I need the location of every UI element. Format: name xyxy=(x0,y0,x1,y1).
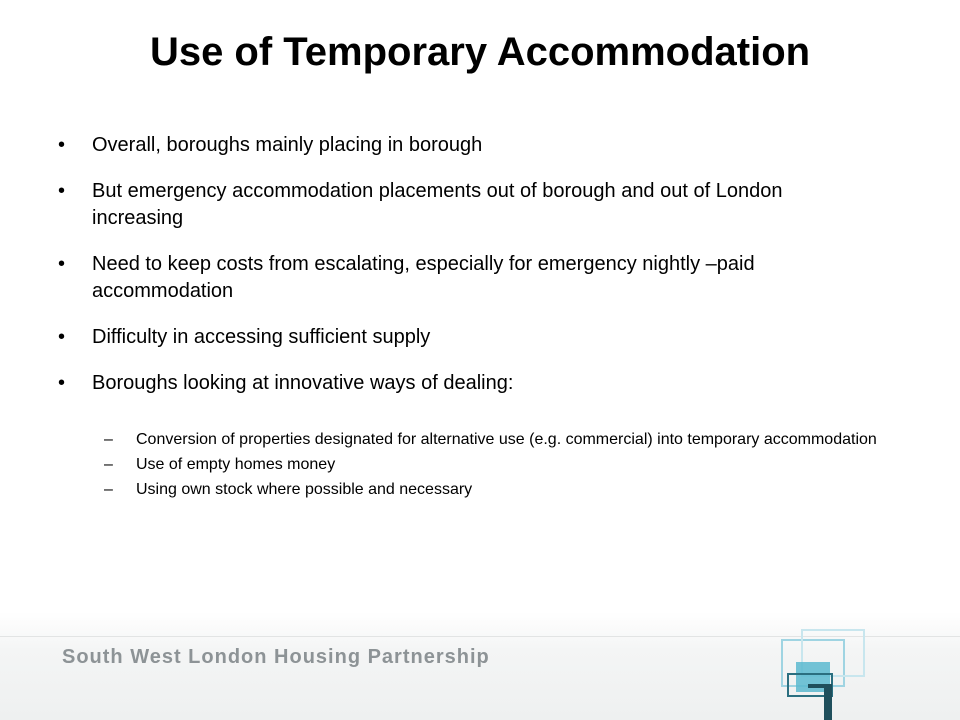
logo-dark-cap xyxy=(808,684,832,688)
sub-bullet-text: Using own stock where possible and necessary xyxy=(136,481,473,498)
sub-bullet-marker: – xyxy=(104,481,113,498)
bullet-marker: • xyxy=(58,326,66,348)
bullet-item xyxy=(58,324,878,351)
sub-bullet-item xyxy=(104,455,894,474)
sub-bullet-text: Conversion of properties designated for alternative use (e.g. commercial) into temporary accommodation xyxy=(136,431,877,448)
sub-bullet-marker: – xyxy=(104,431,113,448)
sub-bullet-marker: – xyxy=(104,456,113,473)
bullet-marker: • xyxy=(58,372,66,394)
slide-title: Use of Temporary Accommodation xyxy=(149,30,811,74)
bullet-text: Difficulty in accessing sufficient supply xyxy=(92,326,431,348)
bullet-item xyxy=(58,178,878,232)
sub-bullet-item xyxy=(104,430,894,449)
logo-dark-bar xyxy=(824,686,832,720)
bullet-text: But emergency accommodation placements out of borough and out of London increasing xyxy=(92,180,783,229)
bullet-text: Boroughs looking at innovative ways of dealing: xyxy=(92,372,514,394)
sub-bullet-text: Use of empty homes money xyxy=(136,456,336,473)
sub-bullet-list xyxy=(104,430,894,505)
bullet-text: Overall, boroughs mainly placing in borough xyxy=(92,134,483,156)
bullet-marker: • xyxy=(58,134,66,156)
bullet-marker: • xyxy=(58,253,66,275)
bullet-item xyxy=(58,251,878,305)
bullet-marker: • xyxy=(58,180,66,202)
bullet-item xyxy=(58,132,878,159)
bullet-item xyxy=(58,370,878,397)
bullet-text: Need to keep costs from escalating, especially for emergency nightly –paid accommodation xyxy=(92,253,755,302)
bullet-list xyxy=(58,132,878,409)
partnership-logo-icon xyxy=(778,626,888,720)
sub-bullet-item xyxy=(104,480,894,499)
footer-organisation-name: South West London Housing Partnership xyxy=(62,646,490,668)
